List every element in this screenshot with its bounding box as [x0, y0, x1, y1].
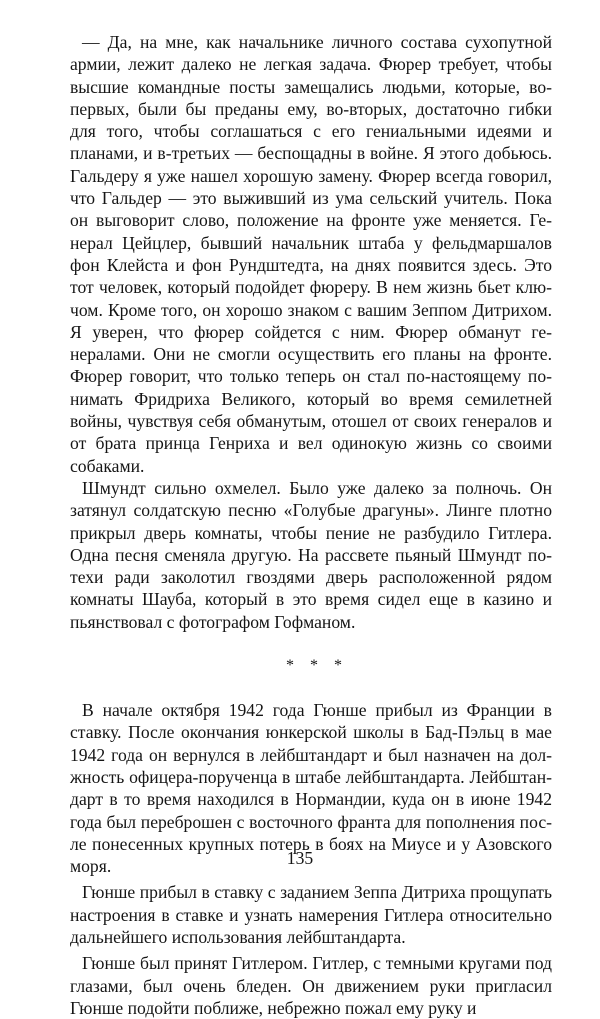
- paragraph-guensche-arrival: В начале октября 1942 года Гюнше прибыл из Франции в ставку. После окончания юнкерской школы в Бад-Пэльц в мае 1942 года он вернулся в лейбштандарт и был назначен на должность офицера-порученца в штабе лейбштандарта. Лейбштандарт в то время находился в Нормандии, куда он в июне 1942 года был переброшен с восточного франта для пополнения после понесенных крупных потерь в боях на Миусе и у Азовского моря.: [70, 700, 552, 877]
- page-number: 135: [286, 848, 314, 868]
- body-text: [70, 31, 552, 1019]
- paragraph-guensche-received: Гюнше был принят Гитлером. Гитлер, с темными кругами под глазами, был очень бледен. Он движением руки пригласил Гюнше подойти поближе, небрежно пожал ему руку и: [70, 953, 552, 1018]
- paragraph-guensche-task: Гюнше прибыл в ставку с заданием Зеппа Дитриха прощупать настроения в ставке и узнать намерения Гитлера относительно дальнейшего использования лейбштандарта.: [70, 882, 552, 947]
- paragraph-fuehrer-speech: — Да, на мне, как начальнике личного состава сухопутной армии, лежит далеко не легкая задача. Фюрер требует, чтобы высшие командные посты замещались людьми, которые, во-первых, были бы преданы ему, во-вторых, достаточно гибки для того, чтобы соглашаться с его гениальными идеями и планами, и в-третьих — беспощадны в войне. Я этого добьюсь. Гальдеру я уже нашел хорошую замену. Фюрер всегда говорил, что Гальдер — это выживший из ума сельский учитель. Пока он выговорит слово, положение на фронте уже меняется. Генерал Цейцлер, бывший начальник штаба у фельдмаршалов фон Клейста и фон Рундштедта, на днях появится здесь. Это тот человек, который подойдет фюреру. В нем жизнь бьет ключом. Кроме того, он хорошо знаком с вашим Зеппом Дитрихом. Я уверен, что фюрер сойдется с ним. Фюрер обманут генералами. Они не смогли осуществить его планы на фронте. Фюрер говорит, что только теперь он стал по-настоящему понимать Фридриха Великого, который во время семилетней войны, чувствуя себя обманутым, отошел от своих генералов и от брата принца Генриха и вел одинокую жизнь со своими собаками.: [70, 32, 552, 476]
- paragraph-schmundt-drunk: Шмундт сильно охмелел. Было уже далеко за полночь. Он затянул солдатскую песню «Голубые драгуны». Линге плотно прикрыл дверь комнаты, чтобы пение не разбудило Гитлера. Одна песня сменяла другую. На рассвете пьяный Шмундт потехи ради заколотил гвоздями дверь расположенной рядом комнаты Шауба, который в это время сидел еще в казино и пьянствовал с фотографом Гофманом.: [70, 477, 552, 632]
- section-separator: * * *: [286, 657, 348, 675]
